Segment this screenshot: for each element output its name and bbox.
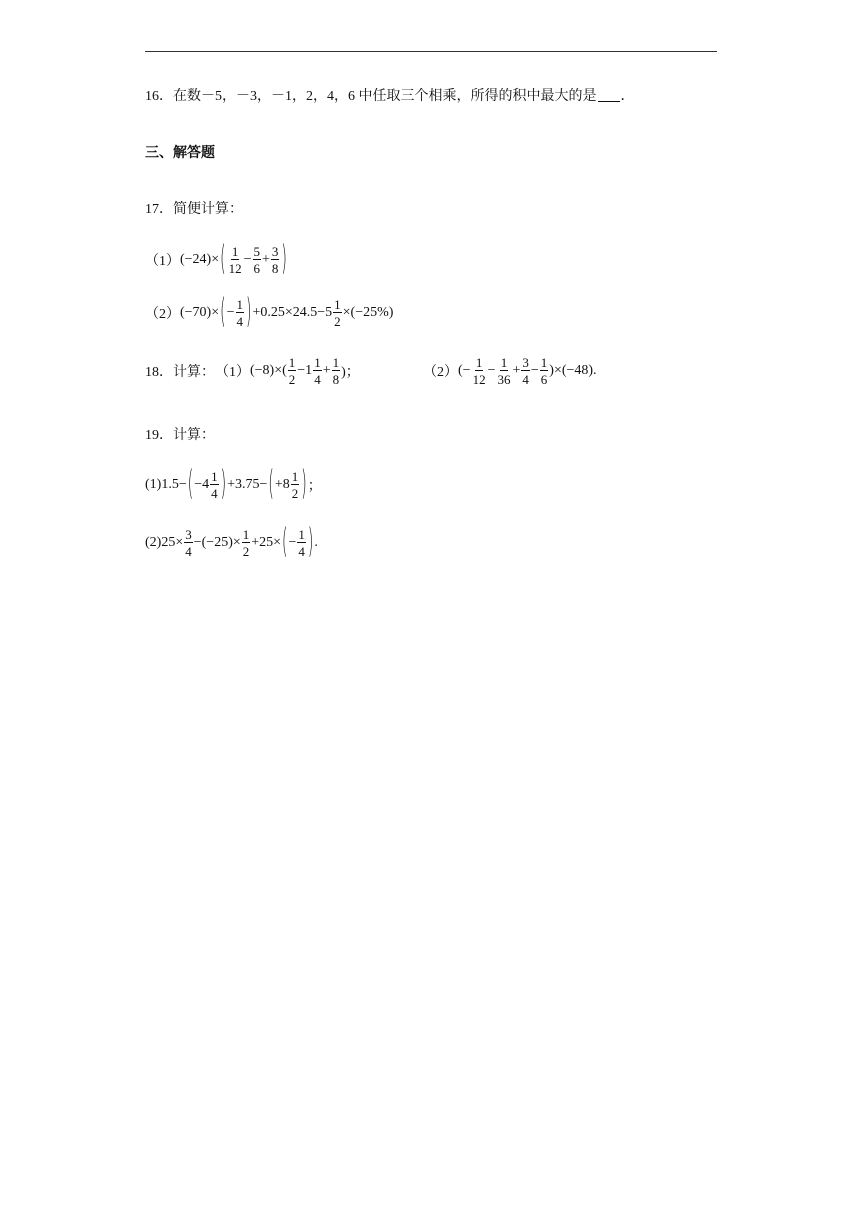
question-17-part-1: [145, 240, 288, 280]
right-paren: ): [307, 523, 314, 563]
denominator: 4: [211, 486, 218, 501]
numerator: 1: [332, 355, 340, 370]
operator: +: [322, 363, 331, 378]
expr-text: +0.25×24.5−5: [252, 305, 333, 320]
expression: [250, 356, 360, 386]
numerator: 3: [522, 355, 529, 370]
denominator: 2: [334, 314, 341, 329]
fraction: [472, 356, 487, 386]
numerator: 1: [314, 355, 321, 370]
question-19-part-1: [145, 465, 322, 505]
numerator: 1: [334, 297, 341, 312]
numerator: 1: [236, 297, 243, 312]
right-paren: ): [281, 240, 287, 280]
denominator: 4: [522, 372, 529, 387]
header-rule: [145, 51, 717, 52]
operator: +: [512, 363, 521, 378]
numerator: 1: [291, 469, 299, 484]
denominator: 4: [185, 544, 192, 559]
numerator: 5: [253, 244, 260, 259]
numerator: 1: [288, 355, 296, 370]
expr-text: −4: [194, 477, 210, 492]
expr-text: ；: [307, 479, 322, 494]
denominator: 2: [242, 544, 250, 559]
part-label: （1）: [215, 365, 250, 380]
q18-title: 18．计算：: [145, 365, 215, 380]
numerator: 1: [242, 527, 250, 542]
question-18: [145, 356, 360, 386]
operator: −: [243, 252, 252, 267]
denominator: 8: [271, 261, 279, 276]
q16-text: 16．在数－5，－3，－1，2，4，6 中任取三个相乘，所得的积中最大的是: [145, 89, 597, 104]
expression: [161, 523, 318, 563]
expr-text: −(−25)×: [193, 535, 241, 550]
expression: [458, 356, 597, 386]
numerator: 1: [500, 355, 508, 370]
fraction: [540, 356, 549, 386]
expr-text: 1.5−: [161, 477, 187, 492]
expr-text: 25×: [161, 535, 184, 550]
part-label: (2): [145, 535, 162, 550]
left-paren: (: [220, 240, 226, 280]
denominator: 2: [288, 372, 296, 387]
expression: [180, 240, 288, 280]
fraction: [521, 356, 530, 386]
operator: +: [262, 252, 270, 267]
operator: −: [530, 363, 539, 378]
question-18-part-2: [423, 356, 597, 386]
expr-text: )；: [341, 365, 360, 380]
left-paren: (: [220, 293, 226, 333]
part-label: （1）: [145, 254, 180, 269]
numerator: 1: [211, 469, 218, 484]
fraction: [496, 356, 511, 386]
numerator: 1: [475, 355, 483, 370]
fraction: [271, 245, 280, 275]
operator: −: [226, 305, 235, 320]
denominator: 4: [314, 372, 321, 387]
fraction: [210, 470, 219, 500]
numerator: 1: [231, 244, 239, 259]
denominator: 4: [298, 544, 305, 559]
denominator: 6: [540, 372, 548, 387]
operator: −: [288, 535, 297, 550]
numerator: 1: [540, 355, 548, 370]
expr-text: +25×: [251, 535, 282, 550]
answer-blank: [598, 89, 620, 102]
right-paren: ): [246, 293, 252, 333]
denominator: 8: [332, 372, 340, 387]
fraction: [184, 528, 193, 558]
operator: −: [487, 363, 496, 378]
fraction: [236, 298, 245, 328]
expr-text: .: [314, 535, 318, 550]
question-17-part-2: [145, 293, 394, 333]
fraction: [313, 356, 322, 386]
fraction: [332, 356, 341, 386]
question-19-part-2: [145, 523, 318, 563]
fraction: [333, 298, 342, 328]
fraction: [291, 470, 300, 500]
expression: [161, 465, 322, 505]
fraction: [242, 528, 251, 558]
question-16: [145, 85, 635, 105]
denominator: 6: [253, 261, 260, 276]
denominator: 12: [472, 372, 486, 387]
fraction: [253, 245, 262, 275]
expr-text: )×(−48).: [549, 363, 597, 378]
expr-text: ×(−25%): [342, 305, 394, 320]
expr-text: (−8)×(: [250, 363, 287, 378]
operator: −1: [297, 363, 313, 378]
numerator: 1: [298, 527, 305, 542]
expr-text: (−70)×: [180, 305, 220, 320]
part-label: （2）: [145, 307, 180, 322]
denominator: 4: [236, 314, 243, 329]
part-label: （2）: [423, 365, 458, 380]
question-17-title: 17．简便计算：: [145, 202, 243, 217]
expr-text: (−24)×: [180, 252, 220, 267]
left-paren: (: [282, 523, 288, 563]
denominator: 12: [228, 261, 242, 276]
question-19-title: 19．计算：: [145, 428, 215, 443]
numerator: 3: [271, 244, 279, 259]
expr-text: (−: [458, 363, 471, 378]
denominator: 36: [497, 372, 511, 387]
left-paren: (: [187, 465, 194, 505]
right-paren: ): [220, 465, 227, 505]
fraction: [297, 528, 306, 558]
section-title: 三、解答题: [145, 146, 215, 161]
numerator: 3: [185, 527, 192, 542]
denominator: 2: [291, 486, 299, 501]
left-paren: (: [268, 465, 274, 505]
expr-text: +3.75−: [227, 477, 268, 492]
right-paren: ): [301, 465, 307, 505]
q16-suffix: ．: [620, 89, 635, 104]
fraction: [288, 356, 297, 386]
expression: [180, 293, 394, 333]
fraction: [228, 245, 243, 275]
expr-text: +8: [274, 477, 290, 492]
part-label: (1): [145, 477, 162, 492]
